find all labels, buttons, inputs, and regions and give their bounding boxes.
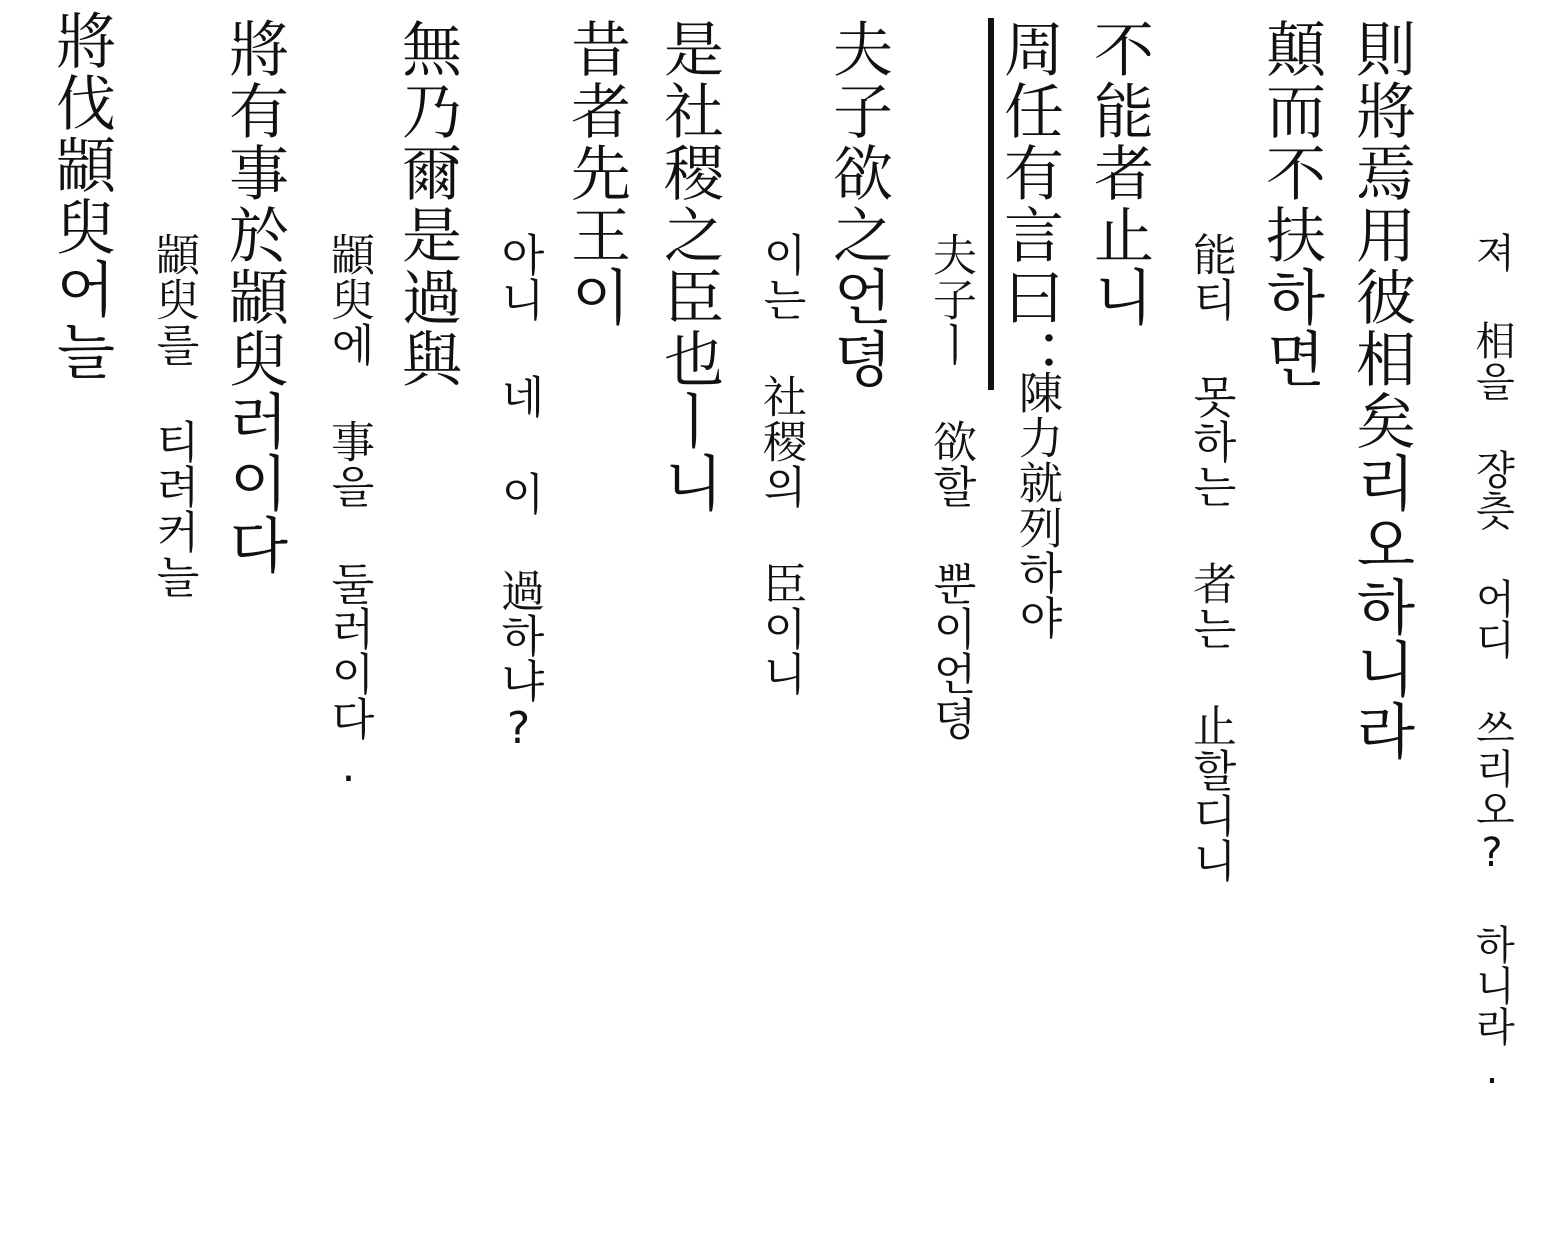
han-line-3: 無乃爾是過與	[392, 18, 462, 390]
han-line-6: 夫子欲之언뎡	[823, 18, 893, 390]
han-line-4: 是社稷之臣也ㅣ니	[654, 18, 724, 514]
korean-gloss-10: 져 相을 쟝츳 어디 쓰리오? 하니라.	[1469, 232, 1515, 1094]
korean-gloss-4: 이는 社稷의 臣이니	[755, 232, 806, 696]
han-line-10: 則將焉用彼相矣리오하니라	[1346, 18, 1416, 762]
han-line-7: 周任有言曰：	[994, 18, 1064, 390]
korean-gloss-3: 아니 네 이 過하냐?	[493, 232, 544, 755]
han-line-8: 不能者止니	[1084, 18, 1154, 328]
korean-gloss-7: 陳力就列하야	[1011, 370, 1062, 640]
korean-gloss-8: 能티 못하는 者는 止할디니	[1185, 232, 1236, 883]
han-line-5: 昔者先王이	[561, 18, 631, 328]
han-line-9: 顛而不扶하면	[1256, 18, 1326, 390]
korean-gloss-1: 顓臾를 티려커늘	[148, 232, 199, 599]
korean-gloss-6: 夫子ㅣ 欲할 뿐이언뎡	[925, 232, 976, 741]
han-line-1: 將伐顓臾어늘	[46, 10, 116, 382]
han-line-2: 將有事於顓臾러이다	[219, 18, 289, 576]
korean-gloss-2: 顓臾에 事을 둘러이다.	[323, 232, 374, 793]
